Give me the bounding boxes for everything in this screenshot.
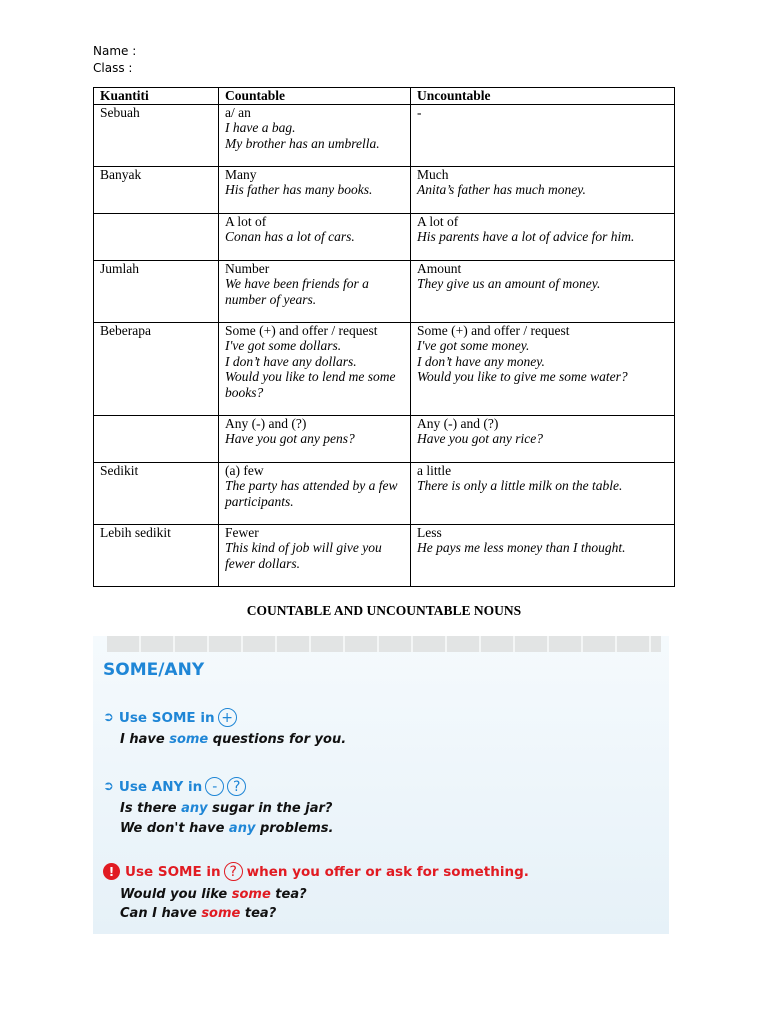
- class-label: Class :: [93, 61, 133, 75]
- table-row: [94, 166, 675, 213]
- cell-kuantiti: Beberapa: [94, 322, 219, 415]
- minus-circle-icon: -: [205, 777, 224, 796]
- some-any-panel: [93, 636, 669, 934]
- cell-countable: [219, 104, 411, 166]
- uncountable-example: Have you got any rice?: [417, 431, 543, 447]
- uncountable-example: I've got some money.: [417, 338, 530, 354]
- uncountable-example: There is only a little milk on the table.: [417, 478, 623, 494]
- rule-text: Use SOME in: [118, 709, 215, 726]
- table-row: [94, 213, 675, 260]
- example-text: questions for you.: [208, 732, 347, 747]
- example-line: [120, 887, 307, 902]
- uncountable-term: a little: [417, 462, 452, 478]
- example-text: I have: [120, 732, 170, 747]
- table-header-row: [94, 88, 675, 105]
- uncountable-term: Less: [417, 524, 442, 540]
- countable-example: Have you got any pens?: [225, 431, 355, 447]
- uncountable-example: They give us an amount of money.: [417, 276, 601, 292]
- uncountable-example: His parents have a lot of advice for him.: [417, 229, 635, 245]
- arrow-icon: ➲: [103, 779, 114, 794]
- countable-term: Many: [225, 166, 257, 182]
- cell-countable: [219, 462, 411, 524]
- cell-kuantiti: Sebuah: [94, 104, 219, 166]
- countable-example: Conan has a lot of cars.: [225, 229, 355, 245]
- question-circle-icon: ?: [227, 777, 246, 796]
- example-text: sugar in the jar?: [207, 801, 333, 816]
- example-text: tea?: [270, 887, 307, 902]
- example-highlight: some: [231, 887, 271, 902]
- name-label: Name :: [93, 44, 137, 58]
- example-text: tea?: [240, 906, 277, 921]
- countable-example: Would you like to lend me some books?: [225, 369, 396, 400]
- header-fields: [93, 43, 136, 77]
- cell-countable: [219, 415, 411, 462]
- countable-example: I have a bag.: [225, 120, 296, 136]
- uncountable-term: Some (+) and offer / request: [417, 322, 570, 338]
- cell-countable: [219, 166, 411, 213]
- uncountable-example: He pays me less money than I thought.: [417, 540, 626, 556]
- column-header-uncountable: Uncountable: [411, 88, 675, 105]
- cell-uncountable: [411, 322, 675, 415]
- rule-some-offer: [103, 862, 529, 881]
- arrow-icon: ➲: [103, 710, 114, 725]
- table-row: [94, 415, 675, 462]
- countable-example: The party has attended by a few participants.: [225, 478, 398, 509]
- table-body: [94, 104, 675, 586]
- example-highlight: any: [228, 821, 256, 836]
- rule-any-negative-question: [103, 777, 246, 796]
- cell-kuantiti: Banyak: [94, 166, 219, 213]
- table-row: [94, 322, 675, 415]
- cell-uncountable: [411, 260, 675, 322]
- table-row: [94, 104, 675, 166]
- uncountable-example: Would you like to give me some water?: [417, 369, 628, 385]
- example-text: Would you like: [120, 887, 232, 902]
- uncountable-term: A lot of: [417, 213, 459, 229]
- example-line: [120, 906, 276, 921]
- table-row: [94, 462, 675, 524]
- cell-uncountable: [411, 415, 675, 462]
- uncountable-example: I don’t have any money.: [417, 353, 545, 369]
- section-heading: COUNTABLE AND UNCOUNTABLE NOUNS: [246, 603, 522, 618]
- uncountable-term: -: [417, 104, 422, 120]
- warning-icon: !: [103, 863, 120, 880]
- column-header-countable: Countable: [219, 88, 411, 105]
- column-header-kuantiti: Kuantiti: [94, 88, 219, 105]
- countable-example: My brother has an umbrella.: [225, 135, 380, 151]
- example-highlight: some: [169, 732, 209, 747]
- countable-example: His father has many books.: [225, 182, 373, 198]
- countable-term: Fewer: [225, 524, 259, 540]
- cell-countable: [219, 260, 411, 322]
- countable-term: Some (+) and offer / request: [225, 322, 378, 338]
- example-highlight: some: [201, 906, 241, 921]
- table-row: [94, 260, 675, 322]
- cell-uncountable: [411, 462, 675, 524]
- example-line: [120, 821, 333, 836]
- cell-kuantiti: Lebih sedikit: [94, 524, 219, 586]
- example-text: Is there: [120, 801, 182, 816]
- cell-uncountable: [411, 166, 675, 213]
- cell-uncountable: [411, 213, 675, 260]
- question-circle-icon: ?: [224, 862, 243, 881]
- cell-countable: [219, 213, 411, 260]
- example-text: Can I have: [120, 906, 202, 921]
- countable-term: A lot of: [225, 213, 267, 229]
- example-line: [120, 801, 332, 816]
- countable-example: I don’t have any dollars.: [225, 353, 357, 369]
- panel-title: SOME/ANY: [103, 660, 205, 680]
- uncountable-term: Any (-) and (?): [417, 415, 499, 431]
- rule-text: Use SOME in: [125, 863, 221, 880]
- cell-kuantiti: [94, 213, 219, 260]
- example-line: [120, 732, 346, 747]
- cell-kuantiti: Sedikit: [94, 462, 219, 524]
- countable-term: Number: [225, 260, 270, 276]
- cell-uncountable: [411, 524, 675, 586]
- example-highlight: any: [181, 801, 208, 816]
- cell-countable: [219, 524, 411, 586]
- rule-some-positive: [103, 708, 237, 727]
- countable-example: This kind of job will give you fewer dollars.: [225, 540, 382, 571]
- table-row: [94, 524, 675, 586]
- countable-term: (a) few: [225, 462, 264, 478]
- example-text: problems.: [255, 821, 334, 836]
- cell-kuantiti: Jumlah: [94, 260, 219, 322]
- uncountable-example: Anita’s father has much money.: [417, 182, 586, 198]
- countable-example: We have been friends for a number of years.: [225, 276, 369, 307]
- rule-text: Use ANY in: [118, 778, 203, 795]
- rule-text-continued: when you offer or ask for something.: [246, 863, 529, 880]
- example-text: We don't have: [120, 821, 229, 836]
- cell-countable: [219, 322, 411, 415]
- countable-term: a/ an: [225, 104, 251, 120]
- cell-uncountable: [411, 104, 675, 166]
- countable-example: I've got some dollars.: [225, 338, 342, 354]
- cell-kuantiti: [94, 415, 219, 462]
- plus-circle-icon: +: [218, 708, 237, 727]
- nouns-table: [93, 87, 675, 587]
- countable-term: Any (-) and (?): [225, 415, 307, 431]
- panel-toolbar-strip: [107, 636, 661, 652]
- uncountable-term: Amount: [417, 260, 462, 276]
- uncountable-term: Much: [417, 166, 449, 182]
